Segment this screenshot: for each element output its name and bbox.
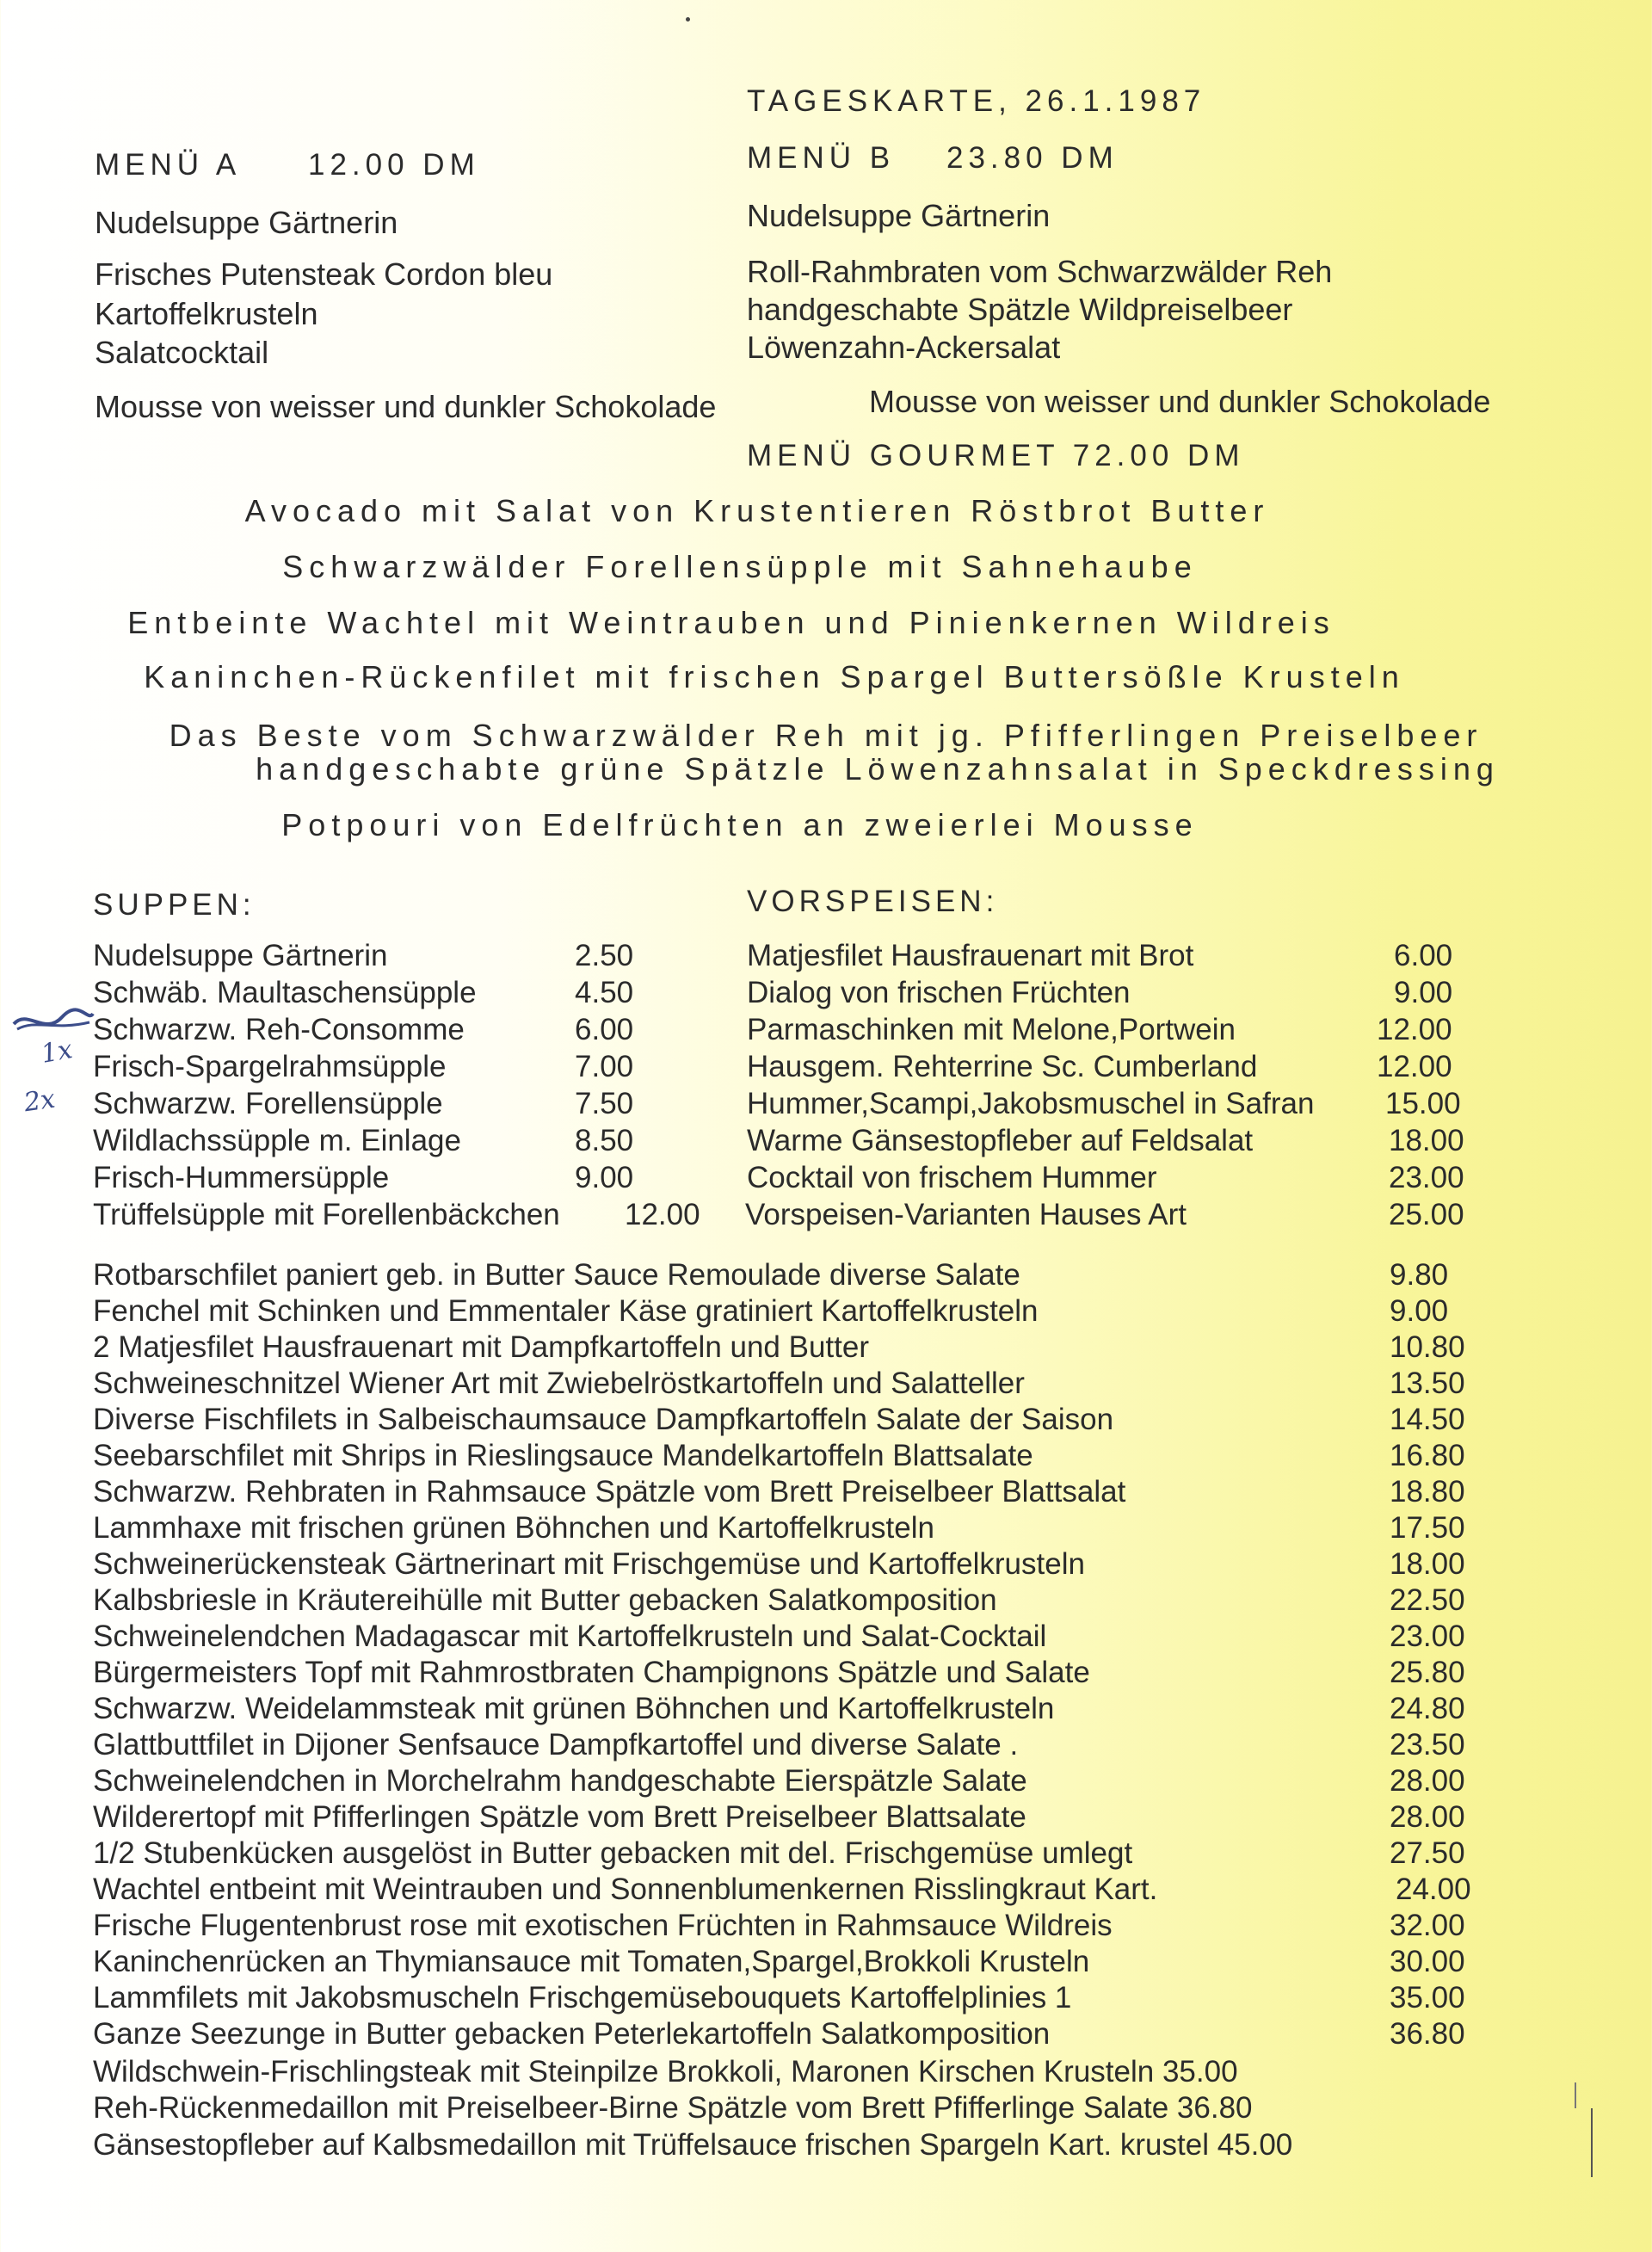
menu-b-dessert: Mousse von weisser und dunkler Schokolade (869, 384, 1491, 419)
vorspeisen-item-name: Parmaschinken mit Melone,Portwein (747, 1013, 1236, 1046)
gourmet-course: Avocado mit Salat von Krustentieren Röstbrot Butter (244, 493, 1270, 528)
vorspeisen-heading: VORSPEISEN: (747, 885, 999, 918)
handwritten-mark: 2x (22, 1083, 58, 1119)
menu-b-item: Roll-Rahmbraten vom Schwarzwälder Reh (747, 254, 1333, 289)
vorspeisen-item-price: 15.00 (1385, 1087, 1461, 1120)
paper-dot (686, 17, 690, 22)
vorspeisen-item-price: 23.00 (1389, 1161, 1464, 1194)
main-dish-name: Schweineschnitzel Wiener Art mit Zwiebelröstkartoffeln und Salatteller (93, 1367, 1025, 1400)
gourmet-course: Kaninchen-Rückenfilet mit frischen Spargel Buttersößle Krusteln (144, 659, 1405, 694)
menu-b-item: handgeschabte Spätzle Wildpreiselbeer (747, 292, 1293, 327)
edge-line (1591, 2108, 1593, 2177)
main-dish-name: Ganze Seezunge in Butter gebacken Peterlekartoffeln Salatkomposition (93, 2017, 1051, 2051)
vorspeisen-item-price: 12.00 (1377, 1013, 1452, 1046)
menu-b-title: MENÜ B (747, 141, 896, 175)
main-dish-price: 13.50 (1390, 1367, 1465, 1400)
main-dish-name: 2 Matjesfilet Hausfrauenart mit Dampfkartoffeln und Butter (93, 1330, 870, 1364)
menu-a-title: MENÜ A (95, 148, 242, 182)
menu-a-price: 12.00 DM (308, 148, 480, 182)
main-dish-name: Wilderertopf mit Pfifferlingen Spätzle vom Brett Preiselbeer Blattsalate (93, 1800, 1026, 1834)
main-dish-name: Glattbuttfilet in Dijoner Senfsauce Dampfkartoffel und diverse Salate . (93, 1728, 1019, 1761)
main-dish-price: 9.00 (1390, 1294, 1449, 1328)
vorspeisen-item-price: 9.00 (1394, 976, 1453, 1009)
main-dish-price: 35.00 (1390, 1981, 1465, 2014)
suppen-item-price: 2.50 (575, 939, 634, 972)
suppen-item-name: Frisch-Hummersüpple (93, 1161, 390, 1194)
edge-line (1575, 2082, 1576, 2108)
main-dish-price: 18.00 (1390, 1547, 1465, 1581)
vorspeisen-item-price: 25.00 (1389, 1198, 1464, 1231)
handwritten-mark: 1x (39, 1034, 75, 1070)
main-dish-price: 28.00 (1390, 1800, 1465, 1834)
page-title: TAGESKARTE, 26.1.1987 (747, 84, 1206, 118)
main-dish-name: Lammfilets mit Jakobsmuscheln Frischgemüsebouquets Kartoffelplinies 1 (93, 1981, 1072, 2014)
vorspeisen-item-price: 18.00 (1389, 1124, 1464, 1157)
vorspeisen-item-name: Warme Gänsestopfleber auf Feldsalat (747, 1124, 1254, 1157)
main-dish-price: 10.80 (1390, 1330, 1465, 1364)
main-dish-name: Wachtel entbeint mit Weintrauben und Sonnenblumenkernen Risslingkraut Kart. (93, 1873, 1158, 1906)
gourmet-course: Das Beste vom Schwarzwälder Reh mit jg. Pfifferlingen Preiselbeer (169, 718, 1483, 753)
vorspeisen-item-name: Hausgem. Rehterrine Sc. Cumberland (747, 1050, 1258, 1083)
menu-b-item: Löwenzahn-Ackersalat (747, 330, 1061, 365)
main-dish-price: 22.50 (1390, 1583, 1465, 1617)
main-dish-name: Schweinelendchen Madagascar mit Kartoffelkrusteln und Salat-Cocktail (93, 1620, 1047, 1653)
main-dish-price: 17.50 (1390, 1511, 1465, 1545)
suppen-item-name: Schwarzw. Reh-Consomme (93, 1013, 465, 1046)
menu-a-dessert: Mousse von weisser und dunkler Schokolade (95, 389, 717, 424)
main-dish-price: 36.80 (1390, 2017, 1465, 2051)
vorspeisen-item-name: Hummer,Scampi,Jakobsmuschel in Safran (747, 1087, 1315, 1120)
suppen-item-name: Nudelsuppe Gärtnerin (93, 939, 388, 972)
suppen-item-name: Schwarzw. Forellensüpple (93, 1087, 443, 1120)
vorspeisen-item-price: 12.00 (1377, 1050, 1452, 1083)
suppen-item-price: 4.50 (575, 976, 634, 1009)
suppen-item-name: Frisch-Spargelrahmsüpple (93, 1050, 447, 1083)
main-dish-price: 24.80 (1390, 1692, 1465, 1725)
main-dish-name: Rotbarschfilet paniert geb. in Butter Sauce Remoulade diverse Salate (93, 1258, 1020, 1292)
suppen-item-price: 7.50 (575, 1087, 634, 1120)
gourmet-course: handgeschabte grüne Spätzle Löwenzahnsalat in Speckdressing (256, 751, 1500, 787)
main-dish-name: Schwarzw. Rehbraten in Rahmsauce Spätzle vom Brett Preiselbeer Blattsalat (93, 1475, 1126, 1509)
main-dish-price: 25.80 (1390, 1656, 1465, 1689)
main-dish-price: 9.80 (1390, 1258, 1449, 1292)
extra-dish-line: Reh-Rückenmedaillon mit Preiselbeer-Birne Spätzle vom Brett Pfifferlinge Salate 36.80 (93, 2091, 1253, 2125)
extra-dish-line: Wildschwein-Frischlingsteak mit Steinpilze Brokkoli, Maronen Kirschen Krusteln 35.00 (93, 2055, 1238, 2088)
menu-a-item: Nudelsuppe Gärtnerin (95, 205, 398, 240)
main-dish-price: 27.50 (1390, 1836, 1465, 1870)
main-dish-price: 18.80 (1390, 1475, 1465, 1509)
main-dish-name: Schwarzw. Weidelammsteak mit grünen Böhnchen und Kartoffelkrusteln (93, 1692, 1055, 1725)
suppen-heading: SUPPEN: (93, 888, 256, 922)
vorspeisen-item-price: 6.00 (1394, 939, 1453, 972)
suppen-item-name: Wildlachssüpple m. Einlage (93, 1124, 461, 1157)
main-dish-price: 16.80 (1390, 1439, 1465, 1472)
main-dish-price: 24.00 (1396, 1873, 1471, 1906)
vorspeisen-item-name: Vorspeisen-Varianten Hauses Art (745, 1198, 1187, 1231)
handwritten-scribble (10, 1005, 96, 1036)
main-dish-name: 1/2 Stubenkücken ausgelöst in Butter gebacken mit del. Frischgemüse umlegt (93, 1836, 1133, 1870)
suppen-item-price: 9.00 (575, 1161, 634, 1194)
main-dish-name: Kalbsbriesle in Kräutereihülle mit Butter gebacken Salatkomposition (93, 1583, 997, 1617)
suppen-item-name: Trüffelsüpple mit Forellenbäckchen (93, 1198, 560, 1231)
main-dish-name: Frische Flugentenbrust rose mit exotischen Früchten in Rahmsauce Wildreis (93, 1909, 1113, 1942)
menu-a-item: Frisches Putensteak Cordon bleu (95, 256, 553, 292)
main-dish-name: Bürgermeisters Topf mit Rahmrostbraten Champignons Spätzle und Salate (93, 1656, 1090, 1689)
main-dish-price: 23.00 (1390, 1620, 1465, 1653)
main-dish-name: Diverse Fischfilets in Salbeischaumsauce Dampfkartoffeln Salate der Saison (93, 1403, 1114, 1436)
extra-dish-line: Gänsestopfleber auf Kalbsmedaillon mit Trüffelsauce frischen Spargeln Kart. krustel 45.00 (93, 2128, 1293, 2162)
main-dish-price: 14.50 (1390, 1403, 1465, 1436)
main-dish-name: Lammhaxe mit frischen grünen Böhnchen und Kartoffelkrusteln (93, 1511, 934, 1545)
menu-b-item: Nudelsuppe Gärtnerin (747, 198, 1051, 233)
vorspeisen-item-name: Matjesfilet Hausfrauenart mit Brot (747, 939, 1194, 972)
main-dish-price: 23.50 (1390, 1728, 1465, 1761)
main-dish-name: Kaninchenrücken an Thymiansauce mit Tomaten,Spargel,Brokkoli Krusteln (93, 1945, 1090, 1978)
main-dish-name: Schweinelendchen in Morchelrahm handgeschabte Eierspätzle Salate (93, 1764, 1027, 1798)
suppen-item-price: 6.00 (575, 1013, 634, 1046)
suppen-item-price: 7.00 (575, 1050, 634, 1083)
menu-b-price: 23.80 DM (946, 141, 1119, 175)
main-dish-name: Schweinerückensteak Gärtnerinart mit Frischgemüse und Kartoffelkrusteln (93, 1547, 1085, 1581)
gourmet-course: Schwarzwälder Forellensüpple mit Sahnehaube (282, 549, 1198, 584)
gourmet-course: Entbeinte Wachtel mit Weintrauben und Pinienkernen Wildreis (127, 605, 1335, 640)
menu-a-item: Salatcocktail (95, 335, 269, 370)
main-dish-price: 32.00 (1390, 1909, 1465, 1942)
suppen-item-price: 12.00 (625, 1198, 700, 1231)
vorspeisen-item-name: Cocktail von frischem Hummer (747, 1161, 1157, 1194)
menu-gourmet-title: MENÜ GOURMET 72.00 DM (747, 439, 1245, 472)
main-dish-price: 28.00 (1390, 1764, 1465, 1798)
gourmet-course: Potpouri von Edelfrüchten an zweierlei Mousse (281, 807, 1199, 842)
suppen-item-name: Schwäb. Maultaschensüpple (93, 976, 477, 1009)
main-dish-price: 30.00 (1390, 1945, 1465, 1978)
menu-a-item: Kartoffelkrusteln (95, 296, 318, 331)
vorspeisen-item-name: Dialog von frischen Früchten (747, 976, 1131, 1009)
main-dish-name: Seebarschfilet mit Shrips in Rieslingsauce Mandelkartoffeln Blattsalate (93, 1439, 1033, 1472)
main-dish-name: Fenchel mit Schinken und Emmentaler Käse gratiniert Kartoffelkrusteln (93, 1294, 1039, 1328)
suppen-item-price: 8.50 (575, 1124, 634, 1157)
